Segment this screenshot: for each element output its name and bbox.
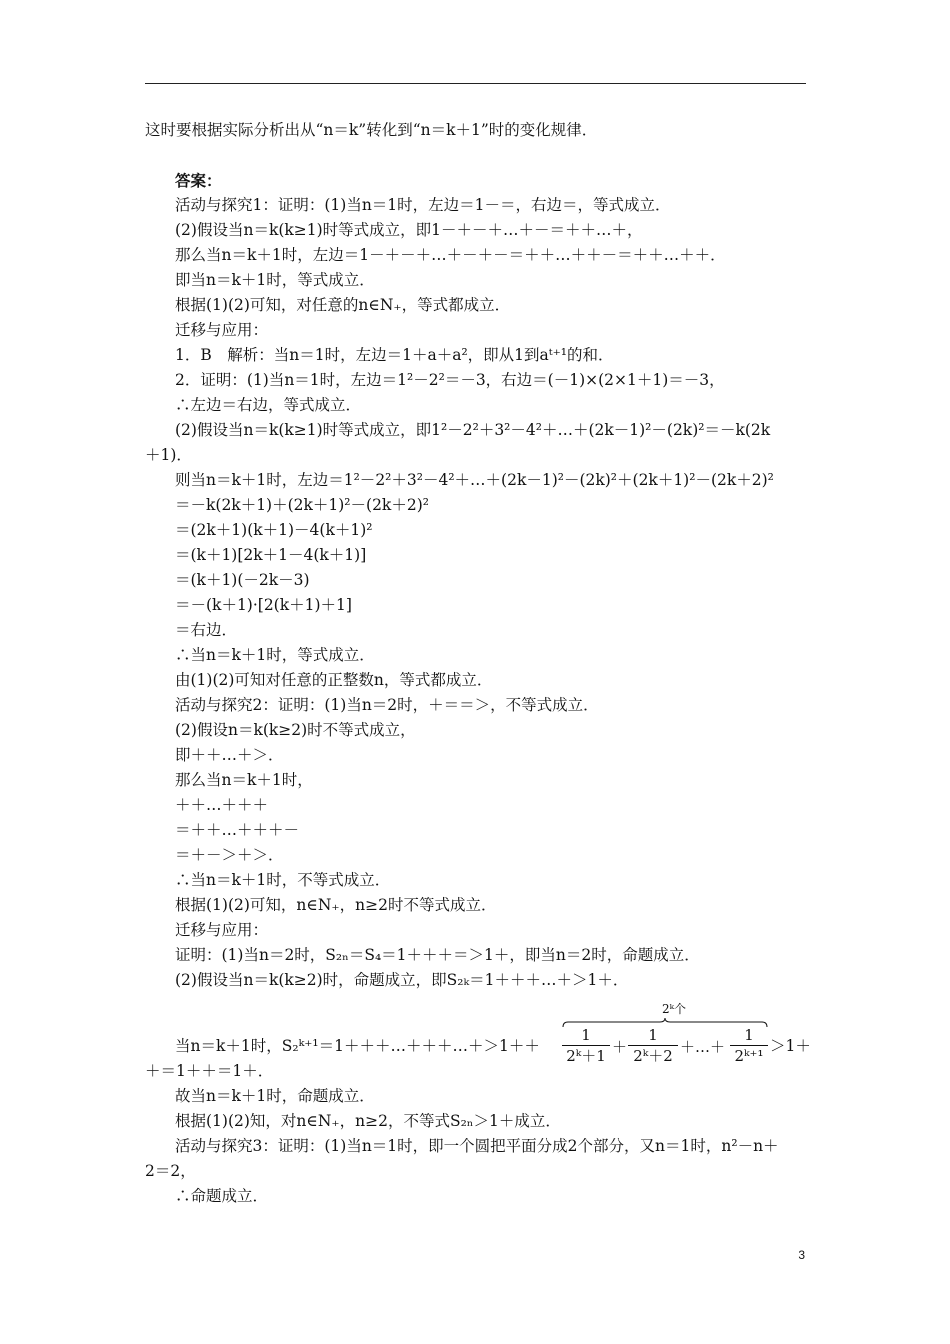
fraction-2-denominator: 2ᵏ＋2 (633, 1047, 673, 1065)
text-line: ＋＋…＋＋＋ (175, 796, 269, 814)
text-line: ＝(k＋1)[2k＋1－4(k＋1)] (175, 546, 367, 564)
text-line: 那么当n＝k＋1时， (175, 771, 313, 789)
text-line: 答案： (175, 172, 222, 190)
text-line: 由(1)(2)可知对任意的正整数n，等式都成立． (175, 671, 493, 689)
text-line: ∴当n＝k＋1时，不等式成立． (175, 871, 391, 889)
fraction-1-numerator: 1 (581, 1026, 591, 1044)
text-line: ＝＋＋…＋＋＋－ (175, 821, 300, 839)
text-line: ∴命题成立． (175, 1187, 269, 1205)
fraction-2 (628, 1026, 678, 1065)
text-line: 迁移与应用： (175, 321, 269, 339)
text-line: 活动与探究3：证明：(1)当n＝1时，即一个圆把平面分成2个部分，又n＝1时，n²－n＋ (175, 1137, 779, 1155)
text-line: 2．证明：(1)当n＝1时，左边＝1²－2²＝－3，右边＝(－1)×(2×1＋1)＝－3， (175, 371, 725, 389)
text-line: 即＋＋…＋＞． (175, 746, 284, 764)
text-line: ＋1)． (145, 446, 192, 464)
text-line: 这时要根据实际分析出从“n＝k”转化到“n＝k＋1”时的变化规律． (145, 121, 598, 139)
text-line: 根据(1)(2)可知，n∈N₊，n≥2时不等式成立． (175, 896, 497, 914)
text-line: ∴当n＝k＋1时，等式成立． (175, 646, 375, 664)
text-line: ＝＋－＞＋＞． (175, 846, 284, 864)
text-line: 即当n＝k＋1时，等式成立． (175, 271, 375, 289)
text-line: 迁移与应用： (175, 921, 269, 939)
text-line: 2＝2， (145, 1162, 196, 1180)
text-line: ＝－(k＋1)·[2(k＋1)＋1] (175, 596, 352, 614)
plus-sign: ＋ (612, 1038, 628, 1056)
text-line: ＋＝1＋＋＝1＋． (145, 1062, 274, 1080)
text-line: ∴左边＝右边，等式成立． (175, 396, 362, 414)
text-line: (2)假设当n＝k(k≥2)时，命题成立，即S₂ₖ＝1＋＋＋…＋＞1＋． (175, 971, 629, 989)
text-line: 那么当n＝k＋1时，左边＝1－＋－＋…＋－＋－＝＋＋…＋＋－＝＋＋…＋＋． (175, 246, 726, 264)
text-line: 活动与探究1：证明：(1)当n＝1时，左边＝1－＝，右边＝，等式成立． (175, 196, 671, 214)
text-line: ＞1＋ (770, 1037, 811, 1055)
text-line: ＝右边． (175, 621, 238, 639)
fraction-3 (730, 1026, 768, 1065)
page-number: 3 (798, 1248, 805, 1262)
brace-label: 2ᵏ个 (662, 1002, 687, 1016)
text-line: 当n＝k＋1时，S₂ᵏ⁺¹＝1＋＋＋…＋＋＋…＋＞1＋＋ (175, 1037, 540, 1055)
ellipsis-plus: ＋…＋ (680, 1038, 726, 1056)
text-line: ＝(k＋1)(－2k－3) (175, 571, 310, 589)
text-line: 根据(1)(2)知，对n∈N₊，n≥2，不等式S₂ₙ＞1＋成立． (175, 1112, 561, 1130)
fraction-1-denominator: 2ᵏ＋1 (566, 1047, 606, 1065)
fraction-1 (562, 1026, 610, 1065)
text-line: (2)假设当n＝k(k≥1)时等式成立，即1－＋－＋…＋－＝＋＋…＋， (175, 221, 643, 239)
text-line: 根据(1)(2)可知，对任意的n∈N₊，等式都成立． (175, 296, 511, 314)
text-line: ＝－k(2k＋1)＋(2k＋1)²－(2k＋2)² (175, 496, 429, 514)
fraction-3-denominator: 2ᵏ⁺¹ (734, 1047, 764, 1065)
text-line: 则当n＝k＋1时，左边＝1²－2²＋3²－4²＋…＋(2k－1)²－(2k)²＋(2k＋1)²－(2k＋2)² (175, 471, 774, 489)
fraction-sum-group (562, 1000, 768, 1070)
text-line: 证明：(1)当n＝2时，S₂ₙ＝S₄＝1＋＋＋＝＞1＋，即当n＝2时，命题成立． (175, 946, 700, 964)
text-line: (2)假设n＝k(k≥2)时不等式成立， (175, 721, 416, 739)
text-line: (2)假设当n＝k(k≥1)时等式成立，即1²－2²＋3²－4²＋…＋(2k－1)²－(2k)²＝－k(2k (175, 421, 771, 439)
fraction-2-numerator: 1 (648, 1026, 658, 1044)
text-line: 活动与探究2：证明：(1)当n＝2时，＋＝＝＞，不等式成立． (175, 696, 599, 714)
header-rule (145, 83, 806, 84)
text-line: 1．B 解析：当n＝1时，左边＝1＋a＋a²，即从1到aᵗ⁺¹的和． (175, 346, 614, 364)
text-line: ＝(2k＋1)(k＋1)－4(k＋1)² (175, 521, 373, 539)
fraction-3-numerator: 1 (744, 1026, 754, 1044)
text-line: 故当n＝k＋1时，命题成立． (175, 1087, 375, 1105)
